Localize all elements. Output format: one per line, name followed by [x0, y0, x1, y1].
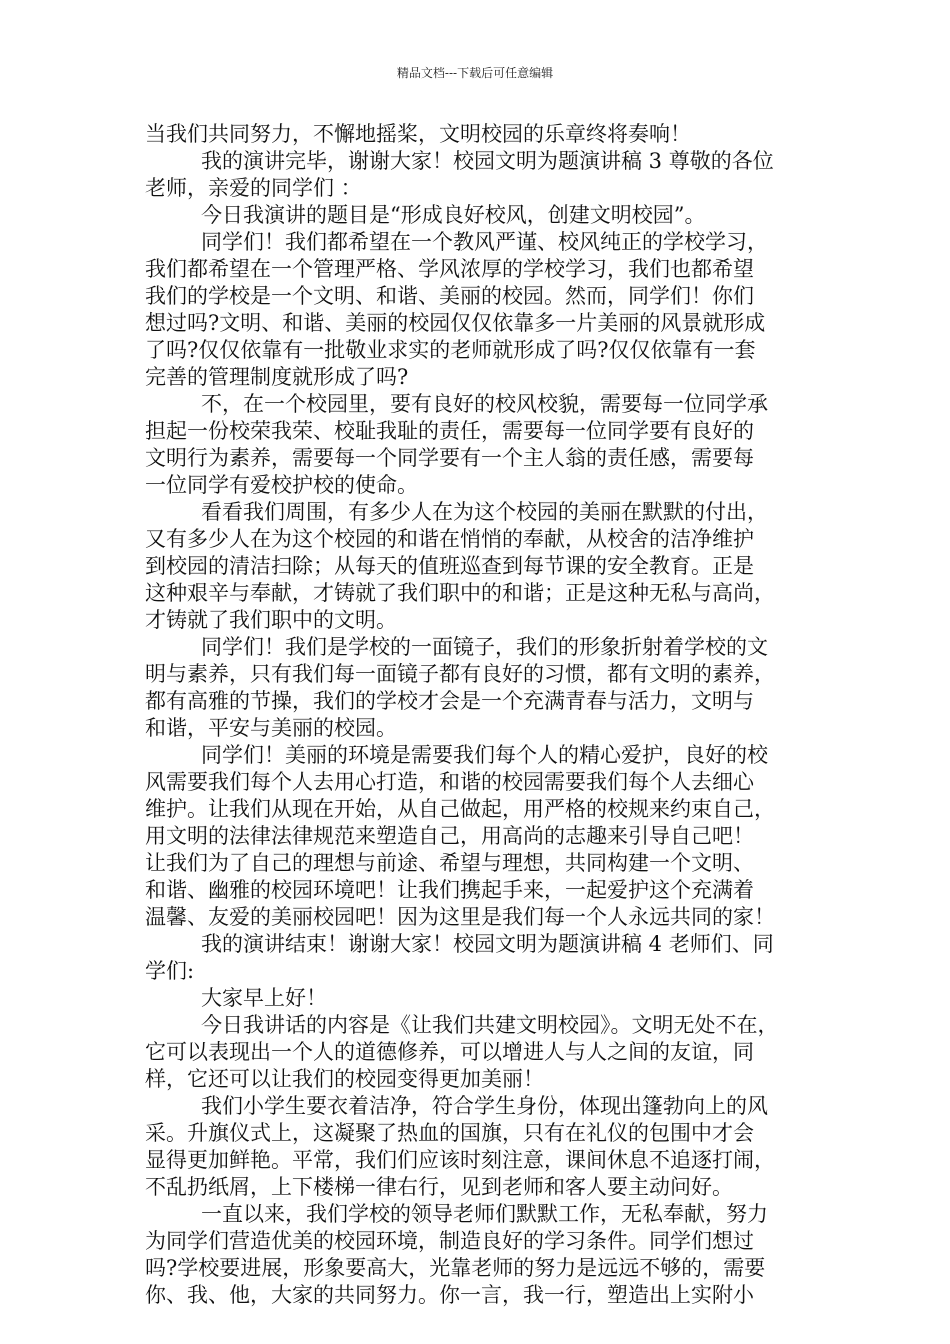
- text-line: 维护。让我们从现在开始，从自己做起，用严格的校规来约束自己，: [145, 797, 775, 821]
- text-line: 用文明的法律法律规范来塑造自己，用高尚的志趣来引导自己吧！: [145, 824, 754, 848]
- text-line: 想过吗?文明、和谐、美丽的校园仅仅依靠多一片美丽的风景就形成: [145, 311, 766, 335]
- text-line: 老师，亲爱的同学们 ：: [145, 176, 362, 200]
- text-line: 这种艰辛与奉献，才铸就了我们职中的和谐；正是这种无私与高尚，: [145, 581, 775, 605]
- document-body: [145, 121, 808, 1309]
- text-line: 你、我、他，大家的共同努力。你一言，我一行，塑造出上实附小: [145, 1283, 754, 1307]
- text-line: 吗?学校要进展，形象要高大，光靠老师的努力是远远不够的，需要: [145, 1256, 766, 1280]
- text-line: 大家早上好！: [201, 986, 327, 1010]
- text-line: 同学们！美丽的环境是需要我们每个人的精心爱护，良好的校: [201, 743, 768, 767]
- text-line: 又有多少人在为这个校园的和谐在悄悄的奉献，从校舍的洁净维护: [145, 527, 754, 551]
- text-line: 完善的管理制度就形成了吗?: [145, 365, 409, 389]
- text-line: 文明行为素养，需要每一个同学要有一个主人翁的责任感，需要每: [145, 446, 754, 470]
- text-line: 不乱扔纸屑，上下楼梯一律右行，见到老师和客人要主动问好。: [145, 1175, 733, 1199]
- text-line: 同学们！我们是学校的一面镜子，我们的形象折射着学校的文: [201, 635, 768, 659]
- text-line: 同学们！我们都希望在一个教风严谨、校风纯正的学校学习，: [201, 230, 768, 254]
- text-line: 看看我们周围，有多少人在为这个校园的美丽在默默的付出，: [201, 500, 768, 524]
- text-line: 了吗?仅仅依靠有一批敬业求实的老师就形成了吗?仅仅依靠有一套: [145, 338, 756, 362]
- text-line: 学们:: [145, 959, 195, 983]
- text-line: 我们都希望在一个管理严格、学风浓厚的学校学习，我们也都希望: [145, 257, 754, 281]
- text-line: 明与素养，只有我们每一面镜子都有良好的习惯，都有文明的素养，: [145, 662, 775, 686]
- text-line: 让我们为了自己的理想与前途、希望与理想，共同构建一个文明、: [145, 851, 754, 875]
- page-header: 精品文档---下载后可任意编辑: [396, 66, 554, 80]
- text-line: 显得更加鲜艳。平常，我们们应该时刻注意，课间休息不追逐打闹，: [145, 1148, 775, 1172]
- text-line: 我的演讲完毕，谢谢大家！校园文明为题演讲稿 3 尊敬的各位: [201, 149, 774, 173]
- text-line: 采。升旗仪式上，这凝聚了热血的国旗，只有在礼仪的包围中才会: [145, 1121, 754, 1145]
- text-line: 才铸就了我们职中的文明。: [145, 608, 397, 632]
- text-line: 都有高雅的节操，我们的学校才会是一个充满青春与活力，文明与: [145, 689, 754, 713]
- text-line: 我们小学生要衣着洁净，符合学生身份，体现出篷勃向上的风: [201, 1094, 768, 1118]
- text-line: 一位同学有爱校护校的使命。: [145, 473, 418, 497]
- text-line: 样，它还可以让我们的校园变得更加美丽！: [145, 1067, 544, 1091]
- text-line: 我们的学校是一个文明、和谐、美丽的校园。然而，同学们！你们: [145, 284, 754, 308]
- text-line: 到校园的清洁扫除；从每天的值班巡查到每节课的安全教育。正是: [145, 554, 754, 578]
- text-line: 不，在一个校园里，要有良好的校风校貌，需要每一位同学承: [201, 392, 768, 416]
- text-line: 风需要我们每个人去用心打造，和谐的校园需要我们每个人去细心: [145, 770, 754, 794]
- text-line: 它可以表现出一个人的道德修养，可以增进人与人之间的友谊，同: [145, 1040, 754, 1064]
- text-line: 今日我演讲的题目是“形成良好校风，创建文明校园”。: [201, 203, 706, 227]
- text-line: 我的演讲结束！谢谢大家！校园文明为题演讲稿 4 老师们、同: [201, 932, 774, 956]
- text-line: 一直以来，我们学校的领导老师们默默工作，无私奉献，努力: [201, 1202, 768, 1226]
- text-line: 今日我讲话的内容是《让我们共建文明校园》。文明无处不在，: [201, 1013, 779, 1037]
- text-line: 当我们共同努力，不懈地摇桨，文明校园的乐章终将奏响！: [145, 122, 691, 146]
- text-line: 温馨、友爱的美丽校园吧！因为这里是我们每一个人永远共同的家！: [145, 905, 775, 929]
- text-line: 和谐，平安与美丽的校园。: [145, 716, 397, 740]
- text-line: 为同学们营造优美的校园环境，制造良好的学习条件。同学们想过: [145, 1229, 754, 1253]
- text-line: 和谐、幽雅的校园环境吧！让我们携起手来，一起爱护这个充满着: [145, 878, 754, 902]
- text-line: 担起一份校荣我荣、校耻我耻的责任，需要每一位同学要有良好的: [145, 419, 754, 443]
